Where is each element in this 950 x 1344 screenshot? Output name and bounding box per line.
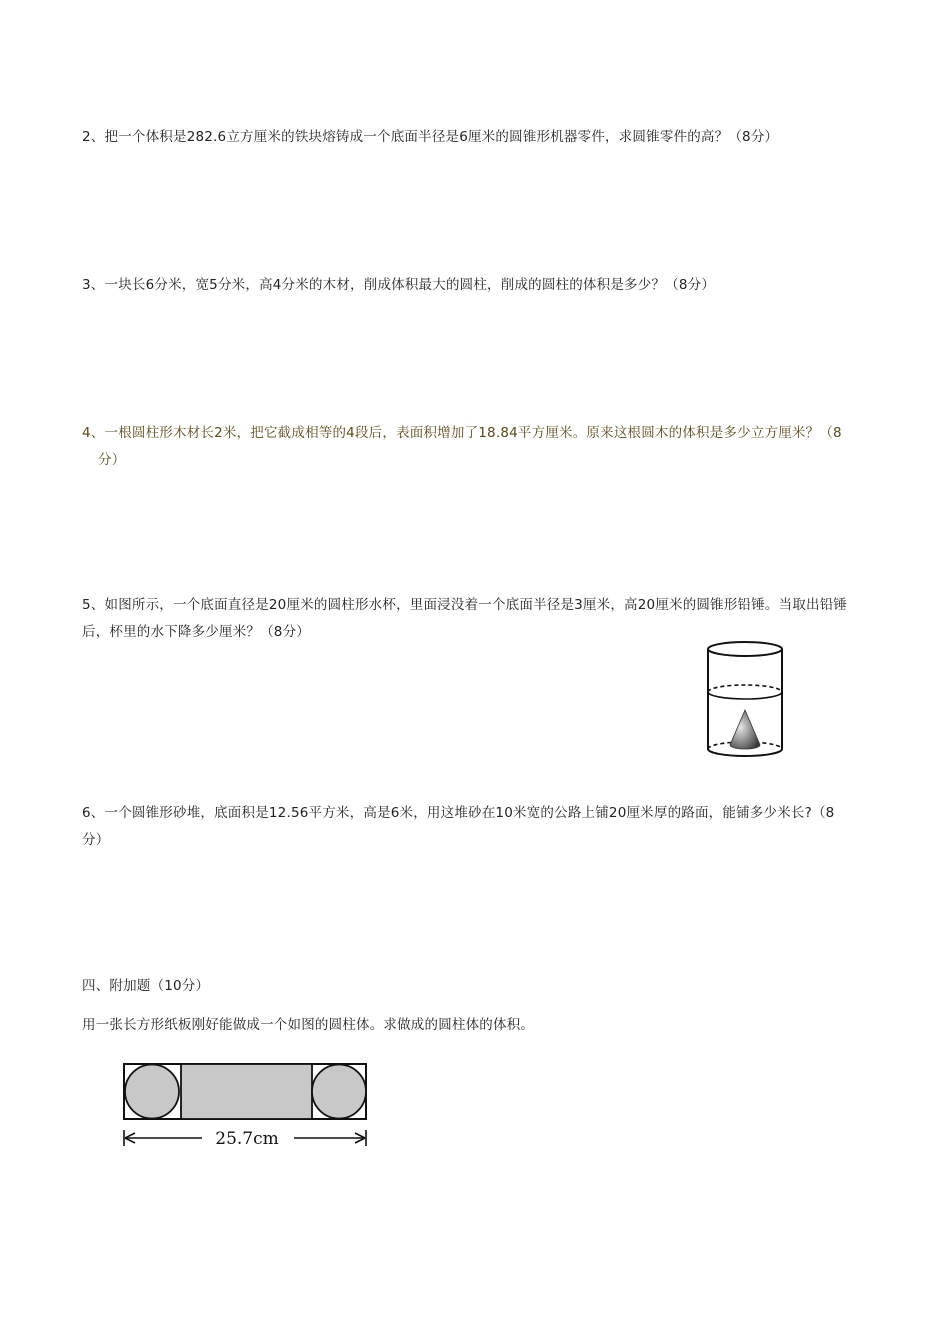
question-3-text: 3、一块长6分米，宽5分米，高4分米的木材，削成体积最大的圆柱，削成的圆柱的体积是多少？（8分） [82,277,716,293]
question-4-line-1: 4、一根圆柱形木材长2米，把它截成相等的4段后，表面积增加了18.84平方厘米。原来这根圆木的体积是多少立方厘米？（8 [82,425,842,441]
dimension-label: 25.7cm [215,1129,279,1149]
section-4-title [82,973,872,1000]
question-6 [82,800,872,854]
cardboard-sheet-figure [116,1056,376,1154]
question-4-line-2: 分） [98,452,126,468]
question-2-text: 2、把一个体积是282.6立方厘米的铁块熔铸成一个底面半径是6厘米的圆锥形机器零件，求圆锥零件的高？（8分） [82,129,779,145]
extra-question-text: 用一张长方形纸板刚好能做成一个如图的圆柱体。求做成的圆柱体的体积。 [82,1017,535,1033]
question-5-line-1: 5、如图所示，一个底面直径是20厘米的圆柱形水杯，里面浸没着一个底面半径是3厘米，高20厘米的圆锥形铅锤。当取出铅锤 [82,597,848,613]
question-6-line-2: 分） [82,832,110,848]
question-2 [82,124,872,151]
section-4-title-text: 四、附加题（10分） [82,978,210,994]
question-4 [82,420,872,474]
cylinder-with-cone-figure [700,636,790,764]
question-6-line-1: 6、一个圆锥形砂堆，底面积是12.56平方米，高是6米，用这堆砂在10米宽的公路上铺20厘米厚的路面，能铺多少米长?（8 [82,805,835,821]
question-3 [82,272,872,299]
extra-question [82,1012,872,1039]
question-5-line-2: 后，杯里的水下降多少厘米？（8分） [82,624,310,640]
